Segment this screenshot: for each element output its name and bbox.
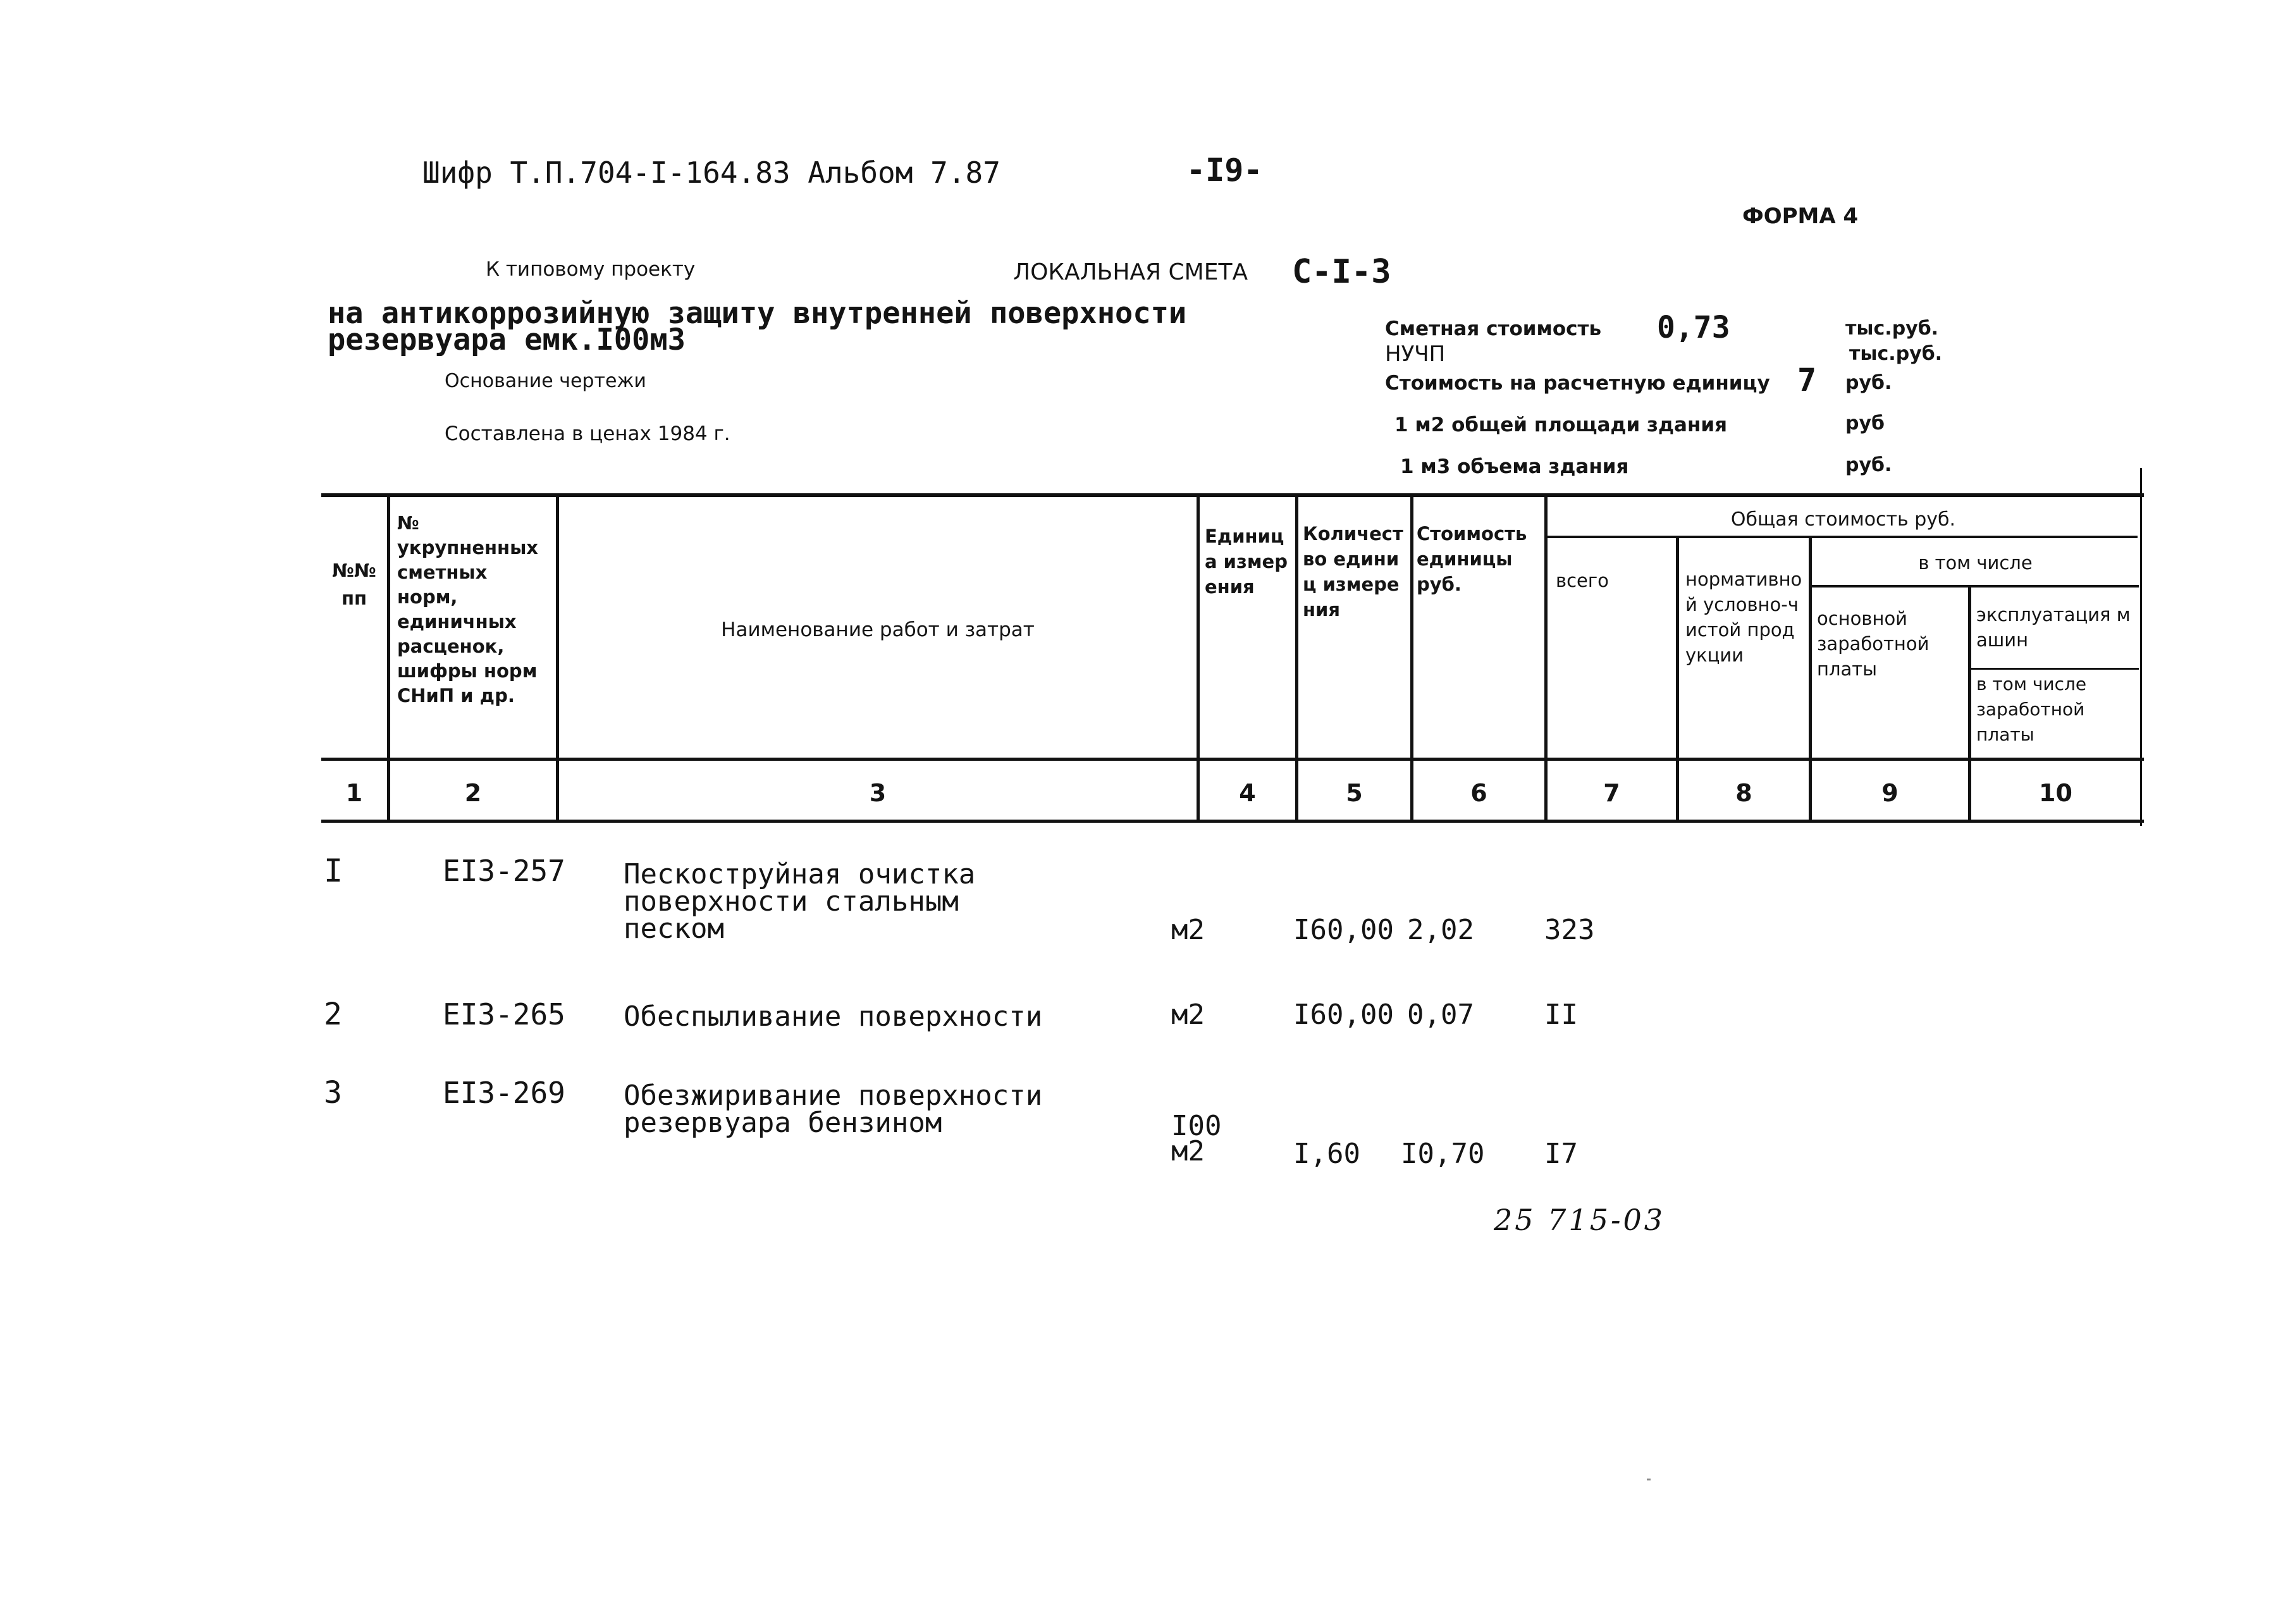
col-number-7: 7 [1603,779,1620,807]
row-quantity: I60,00 [1293,999,1394,1031]
col-rule-2 [556,496,559,821]
row-name-line: песком [624,913,724,945]
col-rule-3 [1197,496,1200,821]
col-number-8: 8 [1735,779,1752,807]
row-unit: м2 [1171,914,1205,946]
row-number: 3 [324,1075,342,1110]
estimate-label: ЛОКАЛЬНАЯ СМЕТА [1013,259,1248,285]
col-number-4: 4 [1239,779,1256,807]
col-number-3: 3 [869,779,887,807]
scan-speck [1647,1479,1651,1480]
col-number-9: 9 [1881,779,1899,807]
row-total: I7 [1544,1138,1578,1170]
m2-cost-unit: руб [1845,412,1885,434]
cipher: Шифр Т.П.704-I-164.83 Альбом 7.87 [422,156,1000,190]
estimated-cost-label: Сметная стоимость [1385,317,1602,340]
row-unit-price: 2,02 [1407,914,1474,946]
row-quantity: I,60 [1293,1138,1360,1170]
row-name-line: резервуара бензином [624,1107,942,1139]
row-name-line: Обеспыливание поверхности [624,1000,1043,1033]
numbers-bottom-rule [321,820,2144,823]
col-rule-5 [1410,496,1413,821]
col-number-2: 2 [464,779,482,807]
col-rule-4 [1295,496,1298,821]
col-number-6: 6 [1470,779,1487,807]
col-header-base-salary: основной заработной платы [1817,608,1929,680]
nuchp-unit: тыс.руб. [1849,343,1943,365]
estimated-cost-unit: тыс.руб. [1845,317,1939,340]
total-group-rule [1546,536,2138,538]
col-header-net-product: нормативной условно-чистой продукции [1685,569,1802,666]
row-code: EI3-257 [443,854,565,888]
col-header-machines: эксплуатация машин [1976,604,2131,651]
row-total: II [1544,999,1578,1031]
row-name-line: Обезжиривание поверхности [624,1080,1043,1112]
row-code: EI3-265 [443,997,565,1031]
row-unit-price: I0,70 [1401,1138,1485,1170]
nuchp-label: НУЧП [1385,341,1446,367]
header-bottom-rule [321,758,2144,761]
col-number-5: 5 [1346,779,1363,807]
handwritten-number: 25 715-03 [1494,1203,1666,1237]
row-name-line: поверхности стальным [624,885,959,918]
col-header-unit-cost: Стоимость единицы руб. [1417,523,1527,595]
document-title-line-2: резервуара емк.I00м3 [328,323,686,357]
prices-label: Составлена в ценах 1984 г. [445,422,730,445]
row-number: I [324,852,343,889]
estimated-cost-value: 0,73 [1657,310,1730,345]
col-rule-6 [1544,496,1548,821]
col-rule-1 [387,496,390,821]
unit-cost-value: 7 [1797,362,1817,398]
m3-cost-label: 1 м3 объема здания [1400,455,1629,478]
row-unit: м2 [1171,1135,1205,1167]
row-unit: I00 [1171,1110,1222,1142]
form-label: ФОРМА 4 [1742,204,1859,229]
estimate-code: С-I-3 [1292,253,1391,291]
col-header-total-group: Общая стоимость руб. [1730,508,1956,531]
row-number: 2 [324,997,342,1032]
col-header-row-number: №№ пп [332,560,376,609]
row-unit: м2 [1171,999,1205,1031]
page-number: -I9- [1186,152,1263,188]
col-header-machines-salary: в том числе заработной платы [1976,674,2087,745]
col-header-work-name: Наименование работ и затрат [721,618,1035,641]
table-top-rule [321,493,2144,497]
row-quantity: I60,00 [1293,914,1394,946]
col-number-1: 1 [345,779,363,807]
basis-label: Основание чертежи [445,370,646,392]
col-header-norm-code: № укрупненных сметных норм, единичных расценок, шифры норм СНиП и др. [397,512,538,706]
incl-group-rule [1810,585,2139,587]
col-number-10: 10 [2039,779,2072,807]
to-project-label: К типовому проекту [486,258,696,281]
row-name-line: Пескоструйная очистка [624,858,976,890]
document-title-line-1: на антикоррозийную защиту внутренней поверхности [328,296,1187,331]
col-header-unit: Единица измерения [1205,526,1288,598]
row-unit-price: 0,07 [1407,999,1474,1031]
col-header-quantity: Количество единиц измерения [1303,523,1403,620]
m3-cost-unit: руб. [1845,454,1892,476]
row-code: EI3-269 [443,1076,565,1110]
unit-cost-label: Стоимость на расчетную единицу [1385,372,1770,395]
col-header-total: всего [1556,570,1609,591]
table-right-edge [2140,468,2142,826]
unit-cost-unit: руб. [1845,372,1892,394]
col-header-incl-group: в том числе [1918,552,2033,574]
machines-sub-rule [1970,668,2139,670]
row-total: 323 [1544,914,1595,946]
m2-cost-label: 1 м2 общей площади здания [1394,414,1727,436]
